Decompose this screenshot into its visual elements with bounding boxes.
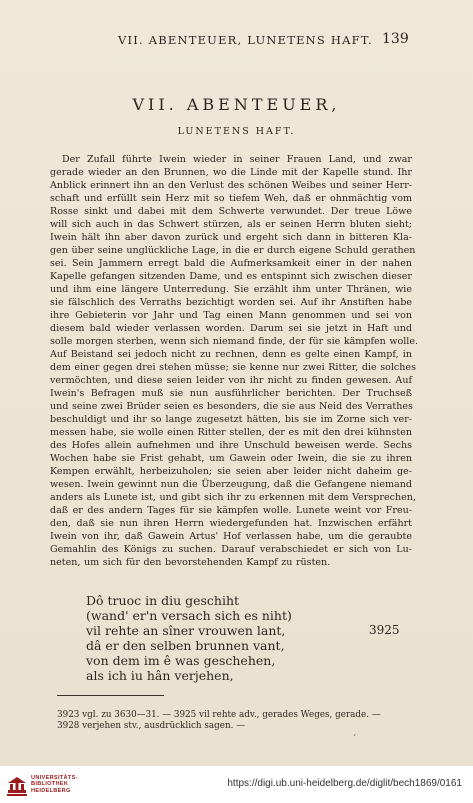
footnote-divider (57, 695, 164, 696)
body-line: und seine zwei Brüder seien es besonders, die sie aus Neid des Verrathes (50, 401, 413, 412)
body-line: vermöchten, und diese seien leider von ihr nicht zu finden gewesen. Auf (50, 375, 412, 386)
body-line: daß er des andern Tages für sie kämpfen wolle. Lunete weint vor Freu- (50, 505, 412, 516)
body-line: Iwein's Befragen muß sie nun ausführlicher berichten. Der Truchseß (50, 388, 412, 399)
verse-line (86, 593, 406, 608)
body-line: Der Zufall führte Iwein wieder in seiner Frauen Land, und zwar (62, 154, 412, 165)
verse-text: dâ er den selben brunnen vant, (86, 638, 285, 653)
chapter-title: VII. ABENTEUER, (132, 95, 341, 114)
footnotes (57, 710, 417, 732)
library-name-line: UNIVERSITÄTS- (31, 775, 78, 781)
verse-text: Dô truoc in diu geschiht (86, 593, 240, 608)
library-name-line: BIBLIOTHEK (31, 781, 69, 788)
verse-line (86, 668, 406, 683)
running-title: VII. ABENTEUER, LUNETENS HAFT. (118, 33, 373, 47)
verse-text: vil rehte an sîner vrouwen lant, (86, 623, 286, 638)
body-line: neten, um sich für den bevorstehenden Kampf zu rüsten. (50, 557, 331, 568)
body-line: diesem bald wieder verlassen worden. Darum sei sie jetzt in Haft und (50, 323, 412, 334)
verse-line (86, 608, 406, 623)
body-line: und ihm eine längere Unterredung. Sie erzählt ihm unter Thränen, wie (50, 284, 412, 295)
source-url-link[interactable]: https://digi.ub.uni-heidelberg.de/diglit/bech1869/0161 (227, 778, 462, 789)
footnote-line: 3928 verjehen stv., ausdrücklich sagen. — (57, 721, 246, 731)
body-line: den, daß sie nun ihren Herrn wiedergefunden hat. Inzwischen erfährt (50, 518, 412, 529)
body-line: gerade wieder an den Brunnen, wo die Linde mit der Kapelle stund. Ihr (50, 167, 412, 178)
body-line: sie fälschlich des Verraths bezichtigt worden sei. Auf ihr Anstiften habe (50, 297, 412, 308)
verse-block (86, 593, 406, 683)
body-line: messen habe, sie wolle einen Ritter stellen, der es mit den drei kühnsten (50, 427, 412, 438)
body-line: beschuldigt und ihr so lange zugesetzt hätten, bis sie im Zorne sich ver- (50, 414, 412, 425)
body-line: gen über seine unglückliche Lage, in die er durch eigene Schuld gerathen (50, 245, 416, 256)
library-name[interactable] (31, 775, 78, 794)
body-line: Anblick erinnert ihn an den Verlust des schönen Weibes und seiner Herr- (50, 180, 412, 191)
body-line: sei. Sein Jammern erregt bald die Aufmerksamkeit einer in der nahen (50, 258, 412, 269)
body-line: Kempen erwählt, herbeizuholen; sie seien aber leider nicht daheim ge- (50, 466, 412, 477)
body-line: schaft und erfüllt sein Herz mit so tiefem Weh, daß er ohnmächtig vom (50, 193, 412, 204)
body-line: anders als Lunete ist, und gibt sich ihr zu erkennen mit dem Versprechen, (50, 492, 416, 503)
verse-line (86, 623, 406, 638)
verse-line (86, 653, 406, 668)
body-line: Iwein hält ihn aber davon zurück und ergeht sich dann in bitteren Kla- (50, 232, 412, 243)
body-line: Wochen habe sie Frist gehabt, um Gawein oder Iwein, die sie zu ihren (50, 453, 412, 464)
body-line: Rosse sinkt und dabei mit dem Schwerte verwundet. Der treue Löwe (50, 206, 412, 217)
body-line: ihre Gebieterin vor Jahr und Tag einen Mann genommen und sei von (50, 310, 412, 321)
body-line: Auf Beistand sei jedoch nicht zu rechnen, denn es gelte einen Kampf, in (50, 349, 412, 360)
library-name-line: HEIDELBERG (31, 787, 71, 794)
body-line: dem einer gegen drei stehen müsse; sie kenne nur zwei Ritter, die solches (50, 362, 416, 373)
body-line: wesen. Iwein gewinnt nun die Überzeugung, daß die Gefangene niemand (50, 479, 412, 490)
verse-text: (wand' er'n versach sich es niht) (86, 608, 292, 623)
footnote-line: 3923 vgl. zu 3630—31. — 3925 vil rehte adv., gerades Weges, gerade. — (57, 710, 381, 720)
body-line: Kapelle gefangen sitzenden Dame, und es entspinnt sich zwischen dieser (50, 271, 412, 282)
heidelberg-library-logo-icon[interactable] (6, 776, 28, 798)
verse-text: als ich iu hân verjehen, (86, 668, 234, 683)
body-line: Gemahlin des Königs zu suchen. Darauf verabschiedet er sich von Lu- (50, 544, 412, 555)
body-line: will sich auch in das Schwert stürzen, als er seinen Herrn bluten sieht; (50, 219, 412, 230)
body-line: des Hofes allein aufnehmen und ihre Unschuld beweisen werde. Sechs (50, 440, 412, 451)
verse-number: 3925 (369, 623, 400, 637)
body-line: solle morgen sterben, wenn sich niemand finde, der für sie kämpfen wolle. (50, 336, 419, 347)
body-line: Iwein von ihr, daß Gawein Artus' Hof verlassen habe, um die geraubte (50, 531, 412, 542)
print-mark: ˊ (352, 735, 357, 745)
body-text (50, 153, 419, 569)
page-number: 139 (382, 31, 409, 47)
verse-text: von dem im ê was geschehen, (86, 653, 276, 668)
verse-line (86, 638, 406, 653)
running-head (0, 33, 473, 49)
chapter-subtitle: LUNETENS HAFT. (177, 126, 296, 137)
